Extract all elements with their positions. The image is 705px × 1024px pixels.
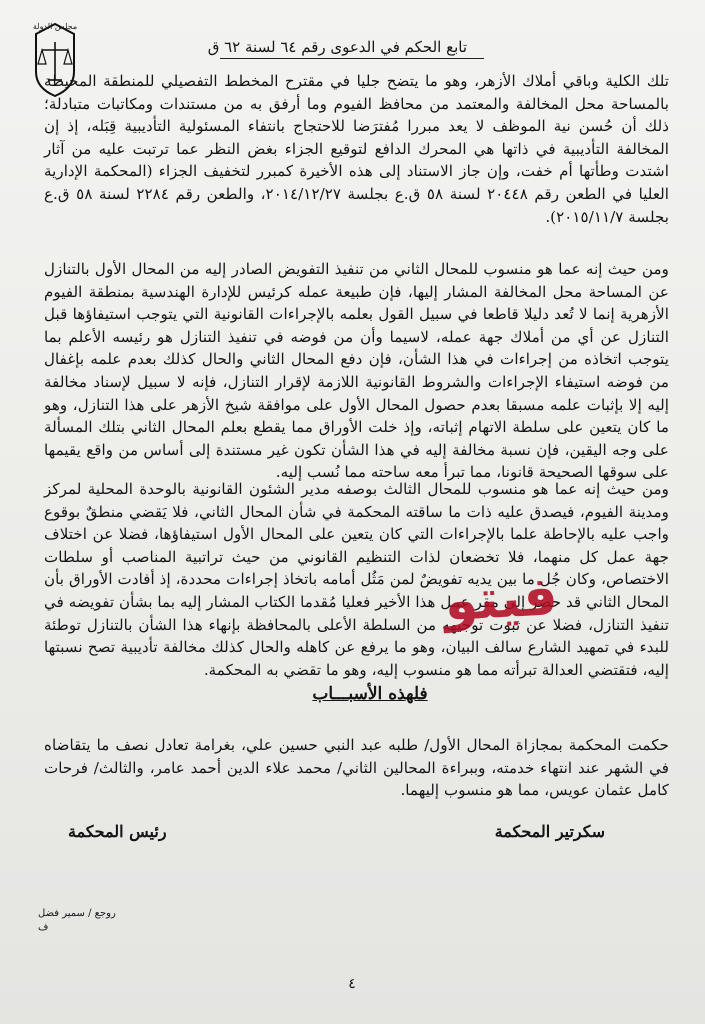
secretary-signature: سكرتير المحكمة <box>494 822 605 841</box>
review-note-initial: ف <box>38 922 49 933</box>
president-signature: رئيس المحكمة <box>68 822 167 841</box>
emblem-caption: مجلس الدولة <box>32 22 78 31</box>
page-number: ٤ <box>348 976 356 992</box>
reasons-heading: فلهذه الأسبـــاب <box>312 684 428 704</box>
body-paragraph-2: ومن حيث إنه عما هو منسوب للمحال الثاني من تنفيذ التفويض الصادر إليه من المحال الأول بالتنازل عن المساحة محل المخالفة المشار إليها، فإن طبيعة عمله كرئيس للإدارة الهندسية بمنطقة الفيوم الأزهرية إنما لا تُعد دليلا قاطعا في سبيل القول بعلمه بالإجراءات القانونية التي يتوجب استيفاؤها قبل التنازل عن أي من أملاك جهة عمله، لاسيما وأن من فوضه في تنفيذ التنازل هو رئيسه الأعلم بما يتوجب اتخاذه من إجراءات في هذا الشأن، فإن دفع المحال الثاني والحال كذلك بعدم علمه بإغفال من فوضه استيفاء الإجراءات والشروط القانونية اللازمة لإقرار التنازل، فإنه لا سبيل لإسناد مخالفة إليه إلا بإثبات علمه مسبقا بعدم حصول المحال الأول على موافقة شيخ الأزهر على هذا التنازل، وهو ما كان يتعين على سلطة الاتهام إثباته، وإذ خلت الأوراق مما يقطع بعلم المحال الثاني بتلك المسألة على وجه اليقين، فإن نسبة مخالفة إليه في هذا الشأن تكون غير مستندة إلى أساس من واقع يقيمها على سوقها الصحيحة قانونا، مما تبرأ معه ساحته مما نُسب إليه. <box>44 260 669 482</box>
review-note: روجع / سمير فضل <box>38 908 116 919</box>
body-paragraph-3: ومن حيث إنه عما هو منسوب للمحال الثالث بوصفه مدير الشئون القانونية بالوحدة المحلية لمركز ومدينة الفيوم، فيصدق عليه ذات ما ساقته المحكمة في شأن المحال الثاني، فلا يَقضي منطقٌ بوقوع واجب عليه بالإحاطة علما بالإجراءات التي كان يتعين على المحال الأول استيفاؤها، فضلا عن اختلاف جهة عمل كل منهما، فلا تخضعان لذات التنظيم القانوني من حيث تراتبية المناصب أو سلطات الاختصاص، وكان جُل ما بين يديه تفويضٌ لمن مَثُل أمامه باتخاذ إجراءات محددة، إذ أفادت الأوراق بأن المحال الثاني قد حضر إلى مقر عمل هذا الأخير فعليا مُقدما الكتاب المشار إليه بما بشأن تفويضه في تنفيذ التنازل، فضلا عن ثبوت توجيهه من السلطة الأعلى بالمحافظة بإنهاء هذا الشأن بالتنازل توطئة للبدء في تمهيد الشارع سالف البيان، وهو ما يرفع عن كاهله والحال كذلك مخالفة تأديبية تصح نسبتها إليه، فتقتضي العدالة تبرأته مما هو منسوب إليه، وهو ما تقضي به المحكمة. <box>44 480 669 679</box>
continuation-header: تابع الحكم في الدعوى رقم ٦٤ لسنة ٦٢ ق <box>207 38 467 56</box>
verdict-paragraph: حكمت المحكمة بمجازاة المحال الأول/ طلبه عبد النبي حسين علي، بغرامة تعادل نصف ما يتقاضاه في الشهر عند انتهاء خدمته، وببراءة المحالين الثاني/ محمد علاء الدين أحمد عامر، والثالث/ فرحات كامل عثمان عويس، مما هو منسوب إليهما. <box>44 736 669 800</box>
watermark-logo: فيتو <box>442 564 560 633</box>
body-paragraph-1: تلك الكلية وباقي أملاك الأزهر، وهو ما يتضح جليا في مقترح المخطط التفصيلي للمنطقة المحيطة بالمساحة محل المخالفة والمعتمد من محافظ الفيوم وما أرفق به من مستندات ومكاتبات متبادلة؛ ذلك أن حُسن نية الموظف لا يعد مبررا مُفترَضا للاحتجاج بانتفاء المسئولية التأديبية قِبَله، إذ إن المخالفة التأديبية في ذاتها هي المحرك الدافع لتوقيع الجزاء بغض النظر عما ترتبت عليه من آثار اشتدت وطأتها أم خفت، وإن جاز الاستناد إلى هذه الأخيرة كمبرر لتخفيف الجزاء (المحكمة الإدارية العليا في الطعن رقم ٢٠٤٤٨ لسنة ٥٨ ق.ع بجلسة ٢٠١٤/١٢/٢٧، والطعن رقم ٢٢٨٤ لسنة ٥٨ ق.ع بجلسة ٢٠١٥/١١/٧). <box>44 72 669 226</box>
header-rule <box>220 58 484 59</box>
